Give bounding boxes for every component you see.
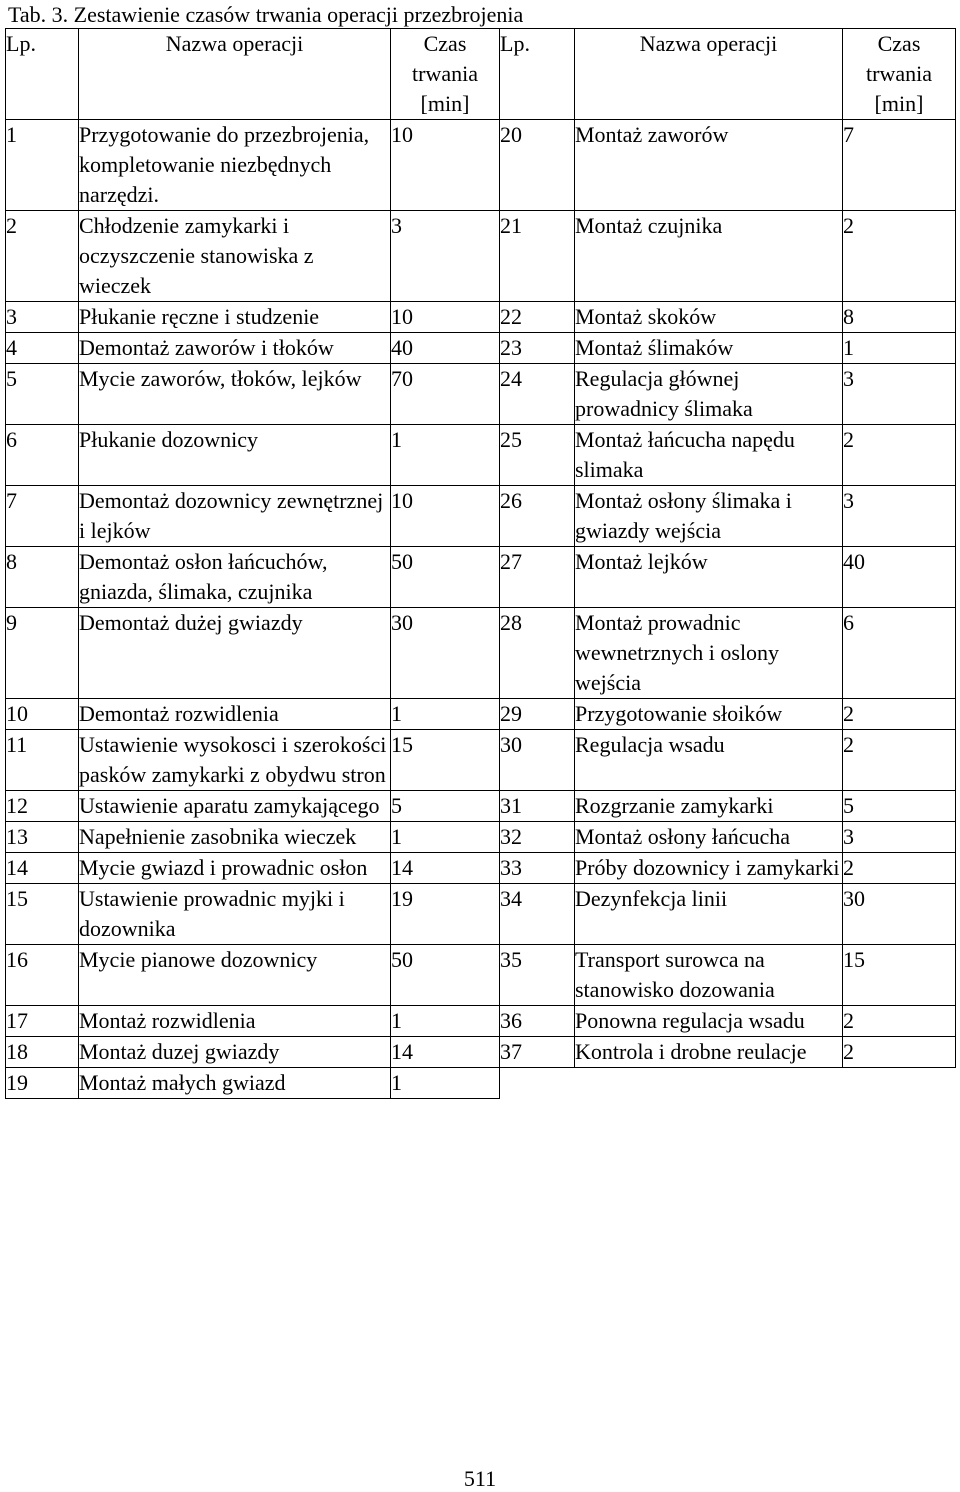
cell-lp-right: 32 [500,822,575,853]
cell-name-right: Montaż czujnika [575,211,843,302]
cell-name-right: Próby dozownicy i zamykarki [575,853,843,884]
cell-lp-right: 29 [500,699,575,730]
cell-name-right: Przygotowanie słoików [575,699,843,730]
cell-lp-left: 14 [6,853,79,884]
table-row [6,364,956,425]
cell-name-right: Montaż prowadnic wewnetrznych i oslony wejścia [575,608,843,699]
cell-time-right: 3 [843,364,956,425]
cell-time-right: 5 [843,791,956,822]
cell-lp-right: 23 [500,333,575,364]
cell-lp-left: 8 [6,547,79,608]
cell-name-left: Napełnienie zasobnika wieczek [79,822,391,853]
cell-name-right: Montaż ślimaków [575,333,843,364]
cell-name-right: Montaż lejków [575,547,843,608]
cell-lp-right: 27 [500,547,575,608]
cell-name-right: Transport surowca na stanowisko dozowania [575,945,843,1006]
table-row [6,1006,956,1037]
cell-name-right: Montaż osłony ślimaka i gwiazdy wejścia [575,486,843,547]
cell-name-left: Przygotowanie do przezbrojenia, kompletowanie niezbędnych narzędzi. [79,120,391,211]
table-row [6,1037,956,1068]
table-row [6,425,956,486]
table-row [6,302,956,333]
cell-name-left: Demontaż rozwidlenia [79,699,391,730]
cell-time-left: 50 [391,945,500,1006]
cell-name-left: Ustawienie aparatu zamykającego [79,791,391,822]
cell-name-left: Płukanie dozownicy [79,425,391,486]
header-name-right: Nazwa operacji [575,29,843,120]
cell-time-right: 40 [843,547,956,608]
cell-name-left: Montaż rozwidlenia [79,1006,391,1037]
header-name-left: Nazwa operacji [79,29,391,120]
cell-lp-left: 1 [6,120,79,211]
operations-table-body [6,29,956,1099]
cell-time-left: 40 [391,333,500,364]
cell-lp-right: 34 [500,884,575,945]
table-row [6,608,956,699]
cell-time-right: 30 [843,884,956,945]
cell-name-right: Rozgrzanie zamykarki [575,791,843,822]
cell-lp-right: 28 [500,608,575,699]
cell-time-right: 3 [843,822,956,853]
cell-lp-right: 26 [500,486,575,547]
cell-time-left: 1 [391,822,500,853]
cell-time-right: 6 [843,608,956,699]
cell-name-right: Kontrola i drobne reulacje [575,1037,843,1068]
empty-cell-right [500,1068,575,1099]
cell-lp-left: 13 [6,822,79,853]
cell-time-left: 19 [391,884,500,945]
cell-lp-left: 6 [6,425,79,486]
table-row [6,211,956,302]
table-row [6,333,956,364]
table-header-row [6,29,956,120]
cell-lp-right: 22 [500,302,575,333]
cell-time-right: 2 [843,1037,956,1068]
cell-time-left: 14 [391,853,500,884]
empty-cell-right [843,1068,956,1099]
table-row [6,486,956,547]
cell-lp-left: 18 [6,1037,79,1068]
cell-name-right: Montaż łańcucha napędu slimaka [575,425,843,486]
cell-lp-right: 35 [500,945,575,1006]
cell-time-left: 14 [391,1037,500,1068]
header-time-right: Czas trwania [min] [843,29,956,120]
cell-lp-left: 2 [6,211,79,302]
cell-name-left: Montaż duzej gwiazdy [79,1037,391,1068]
empty-cell-right [575,1068,843,1099]
cell-name-left: Mycie gwiazd i prowadnic osłon [79,853,391,884]
table-row [6,945,956,1006]
cell-lp-left: 11 [6,730,79,791]
cell-name-right: Ponowna regulacja wsadu [575,1006,843,1037]
cell-time-left: 70 [391,364,500,425]
cell-lp-right: 25 [500,425,575,486]
table-caption: Tab. 3. Zestawienie czasów trwania operacji przezbrojenia [8,2,524,27]
cell-lp-left: 19 [6,1068,79,1099]
cell-name-left: Ustawienie prowadnic myjki i dozownika [79,884,391,945]
cell-lp-left: 10 [6,699,79,730]
cell-time-right: 2 [843,699,956,730]
cell-name-left: Chłodzenie zamykarki i oczyszczenie stanowiska z wieczek [79,211,391,302]
cell-name-left: Demontaż zaworów i tłoków [79,333,391,364]
cell-lp-left: 3 [6,302,79,333]
cell-name-right: Montaż zaworów [575,120,843,211]
table-row [6,699,956,730]
operations-table [5,28,956,1099]
table-row [6,791,956,822]
cell-lp-left: 5 [6,364,79,425]
cell-time-right: 3 [843,486,956,547]
cell-time-left: 1 [391,425,500,486]
cell-name-left: Demontaż dużej gwiazdy [79,608,391,699]
table-row [6,120,956,211]
cell-lp-right: 36 [500,1006,575,1037]
cell-name-right: Regulacja wsadu [575,730,843,791]
cell-name-left: Płukanie ręczne i studzenie [79,302,391,333]
table-row [6,547,956,608]
cell-time-right: 2 [843,853,956,884]
header-lp-right: Lp. [500,29,575,120]
cell-time-left: 10 [391,120,500,211]
cell-time-right: 2 [843,425,956,486]
table-row [6,853,956,884]
cell-lp-right: 31 [500,791,575,822]
cell-time-left: 50 [391,547,500,608]
cell-lp-left: 12 [6,791,79,822]
header-lp-left: Lp. [6,29,79,120]
cell-time-right: 2 [843,730,956,791]
cell-time-left: 1 [391,1068,500,1099]
cell-lp-left: 16 [6,945,79,1006]
cell-time-right: 7 [843,120,956,211]
cell-name-right: Regulacja głównej prowadnicy ślimaka [575,364,843,425]
cell-lp-right: 24 [500,364,575,425]
cell-name-left: Demontaż osłon łańcuchów, gniazda, ślimaka, czujnika [79,547,391,608]
cell-lp-right: 33 [500,853,575,884]
cell-time-left: 1 [391,1006,500,1037]
cell-name-left: Montaż małych gwiazd [79,1068,391,1099]
table-row [6,730,956,791]
cell-lp-right: 20 [500,120,575,211]
cell-name-right: Montaż osłony łańcucha [575,822,843,853]
cell-lp-left: 15 [6,884,79,945]
cell-time-left: 30 [391,608,500,699]
cell-time-right: 15 [843,945,956,1006]
header-time-left: Czas trwania [min] [391,29,500,120]
table-row [6,822,956,853]
cell-lp-right: 30 [500,730,575,791]
cell-lp-left: 9 [6,608,79,699]
cell-time-left: 3 [391,211,500,302]
cell-time-right: 8 [843,302,956,333]
cell-lp-left: 17 [6,1006,79,1037]
cell-name-left: Mycie pianowe dozownicy [79,945,391,1006]
cell-name-left: Mycie zaworów, tłoków, lejków [79,364,391,425]
cell-time-left: 15 [391,730,500,791]
table-row [6,1068,956,1099]
table-row [6,884,956,945]
cell-time-left: 5 [391,791,500,822]
cell-time-left: 1 [391,699,500,730]
cell-lp-left: 4 [6,333,79,364]
cell-name-right: Dezynfekcja linii [575,884,843,945]
cell-lp-right: 37 [500,1037,575,1068]
cell-lp-right: 21 [500,211,575,302]
cell-time-left: 10 [391,486,500,547]
cell-time-right: 1 [843,333,956,364]
cell-name-left: Ustawienie wysokosci i szerokości pasków zamykarki z obydwu stron [79,730,391,791]
cell-name-right: Montaż skoków [575,302,843,333]
cell-time-right: 2 [843,211,956,302]
page-number: 511 [463,1466,497,1491]
cell-time-left: 10 [391,302,500,333]
cell-name-left: Demontaż dozownicy zewnętrznej i lejków [79,486,391,547]
cell-time-right: 2 [843,1006,956,1037]
cell-lp-left: 7 [6,486,79,547]
